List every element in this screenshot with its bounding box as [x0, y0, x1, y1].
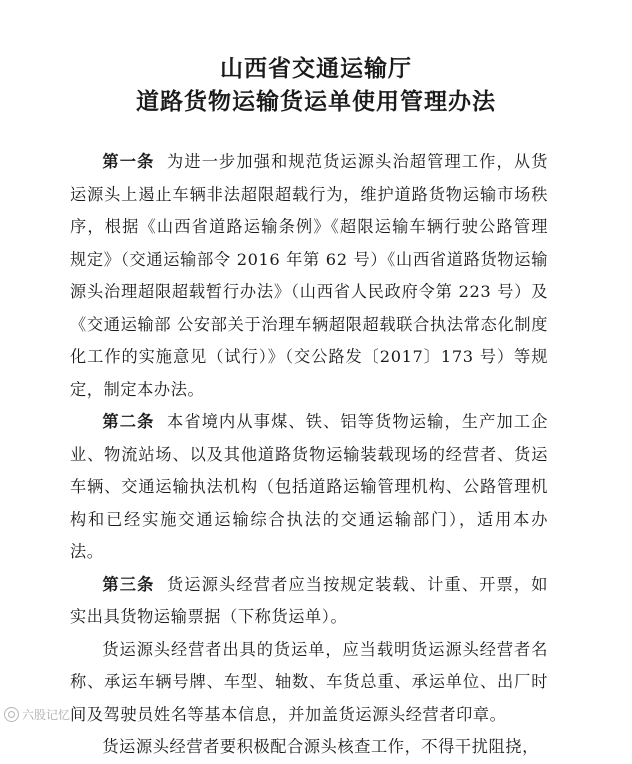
article-text: 本省境内从事煤、铁、铝等货物运输，生产加工企业、物流站场、以及其他道路货物运输装载现场的经营者、货运车辆、交通运输执法机构（包括道路运输管理机构、公路管理机构和已经实施交通运输综合执法的交通运输部门），适用本办法。 [70, 412, 548, 561]
article-label: 第一条 [102, 152, 155, 171]
article-text: 为进一步加强和规范货运源头治超管理工作，从货运源头上遏止车辆非法超限超载行为，维护道路货物运输市场秩序，根据《山西省道路运输条例》《超限运输车辆行驶公路管理规定》（交通运输部令 2016 年第 62 号）《山西省道路货物运输源头治理超限超载暂行办法》（山西省人民政府令第 223 号）及《交通运输部 公安部关于治理车辆超限超载联合执法常态化制度化工作的实施意见（试行）》（交公路发〔2017〕173 号）等规定，制定本办法。 [70, 152, 548, 399]
camera-logo-icon [4, 707, 19, 722]
document-title: 道路货物运输货运单使用管理办法 [136, 88, 496, 115]
body-paragraph: 货运源头经营者出具的货运单，应当载明货运源头经营者名称、承运车辆号牌、车型、轴数、车货总重、承运单位、出厂时间及驾驶员姓名等基本信息，并加盖货运源头经营者印章。 [70, 639, 548, 724]
article-3 [70, 569, 548, 634]
article-label: 第二条 [102, 412, 155, 431]
watermark [4, 706, 70, 723]
document-title-issuer: 山西省交通运输厅 [220, 55, 412, 82]
article-2 [70, 406, 548, 569]
watermark-text: 六股记忆 [22, 708, 71, 722]
article-label: 第三条 [102, 574, 155, 594]
article-text: 货运源头经营者应当按规定装载、计重、开票，如实出具货物运输票据（下称货运单）。 [70, 574, 548, 626]
article-1 [70, 146, 548, 406]
body-paragraph: 货运源头经营者要积极配合源头核查工作，不得干扰阻挠， [102, 737, 539, 756]
document-body [70, 146, 548, 764]
